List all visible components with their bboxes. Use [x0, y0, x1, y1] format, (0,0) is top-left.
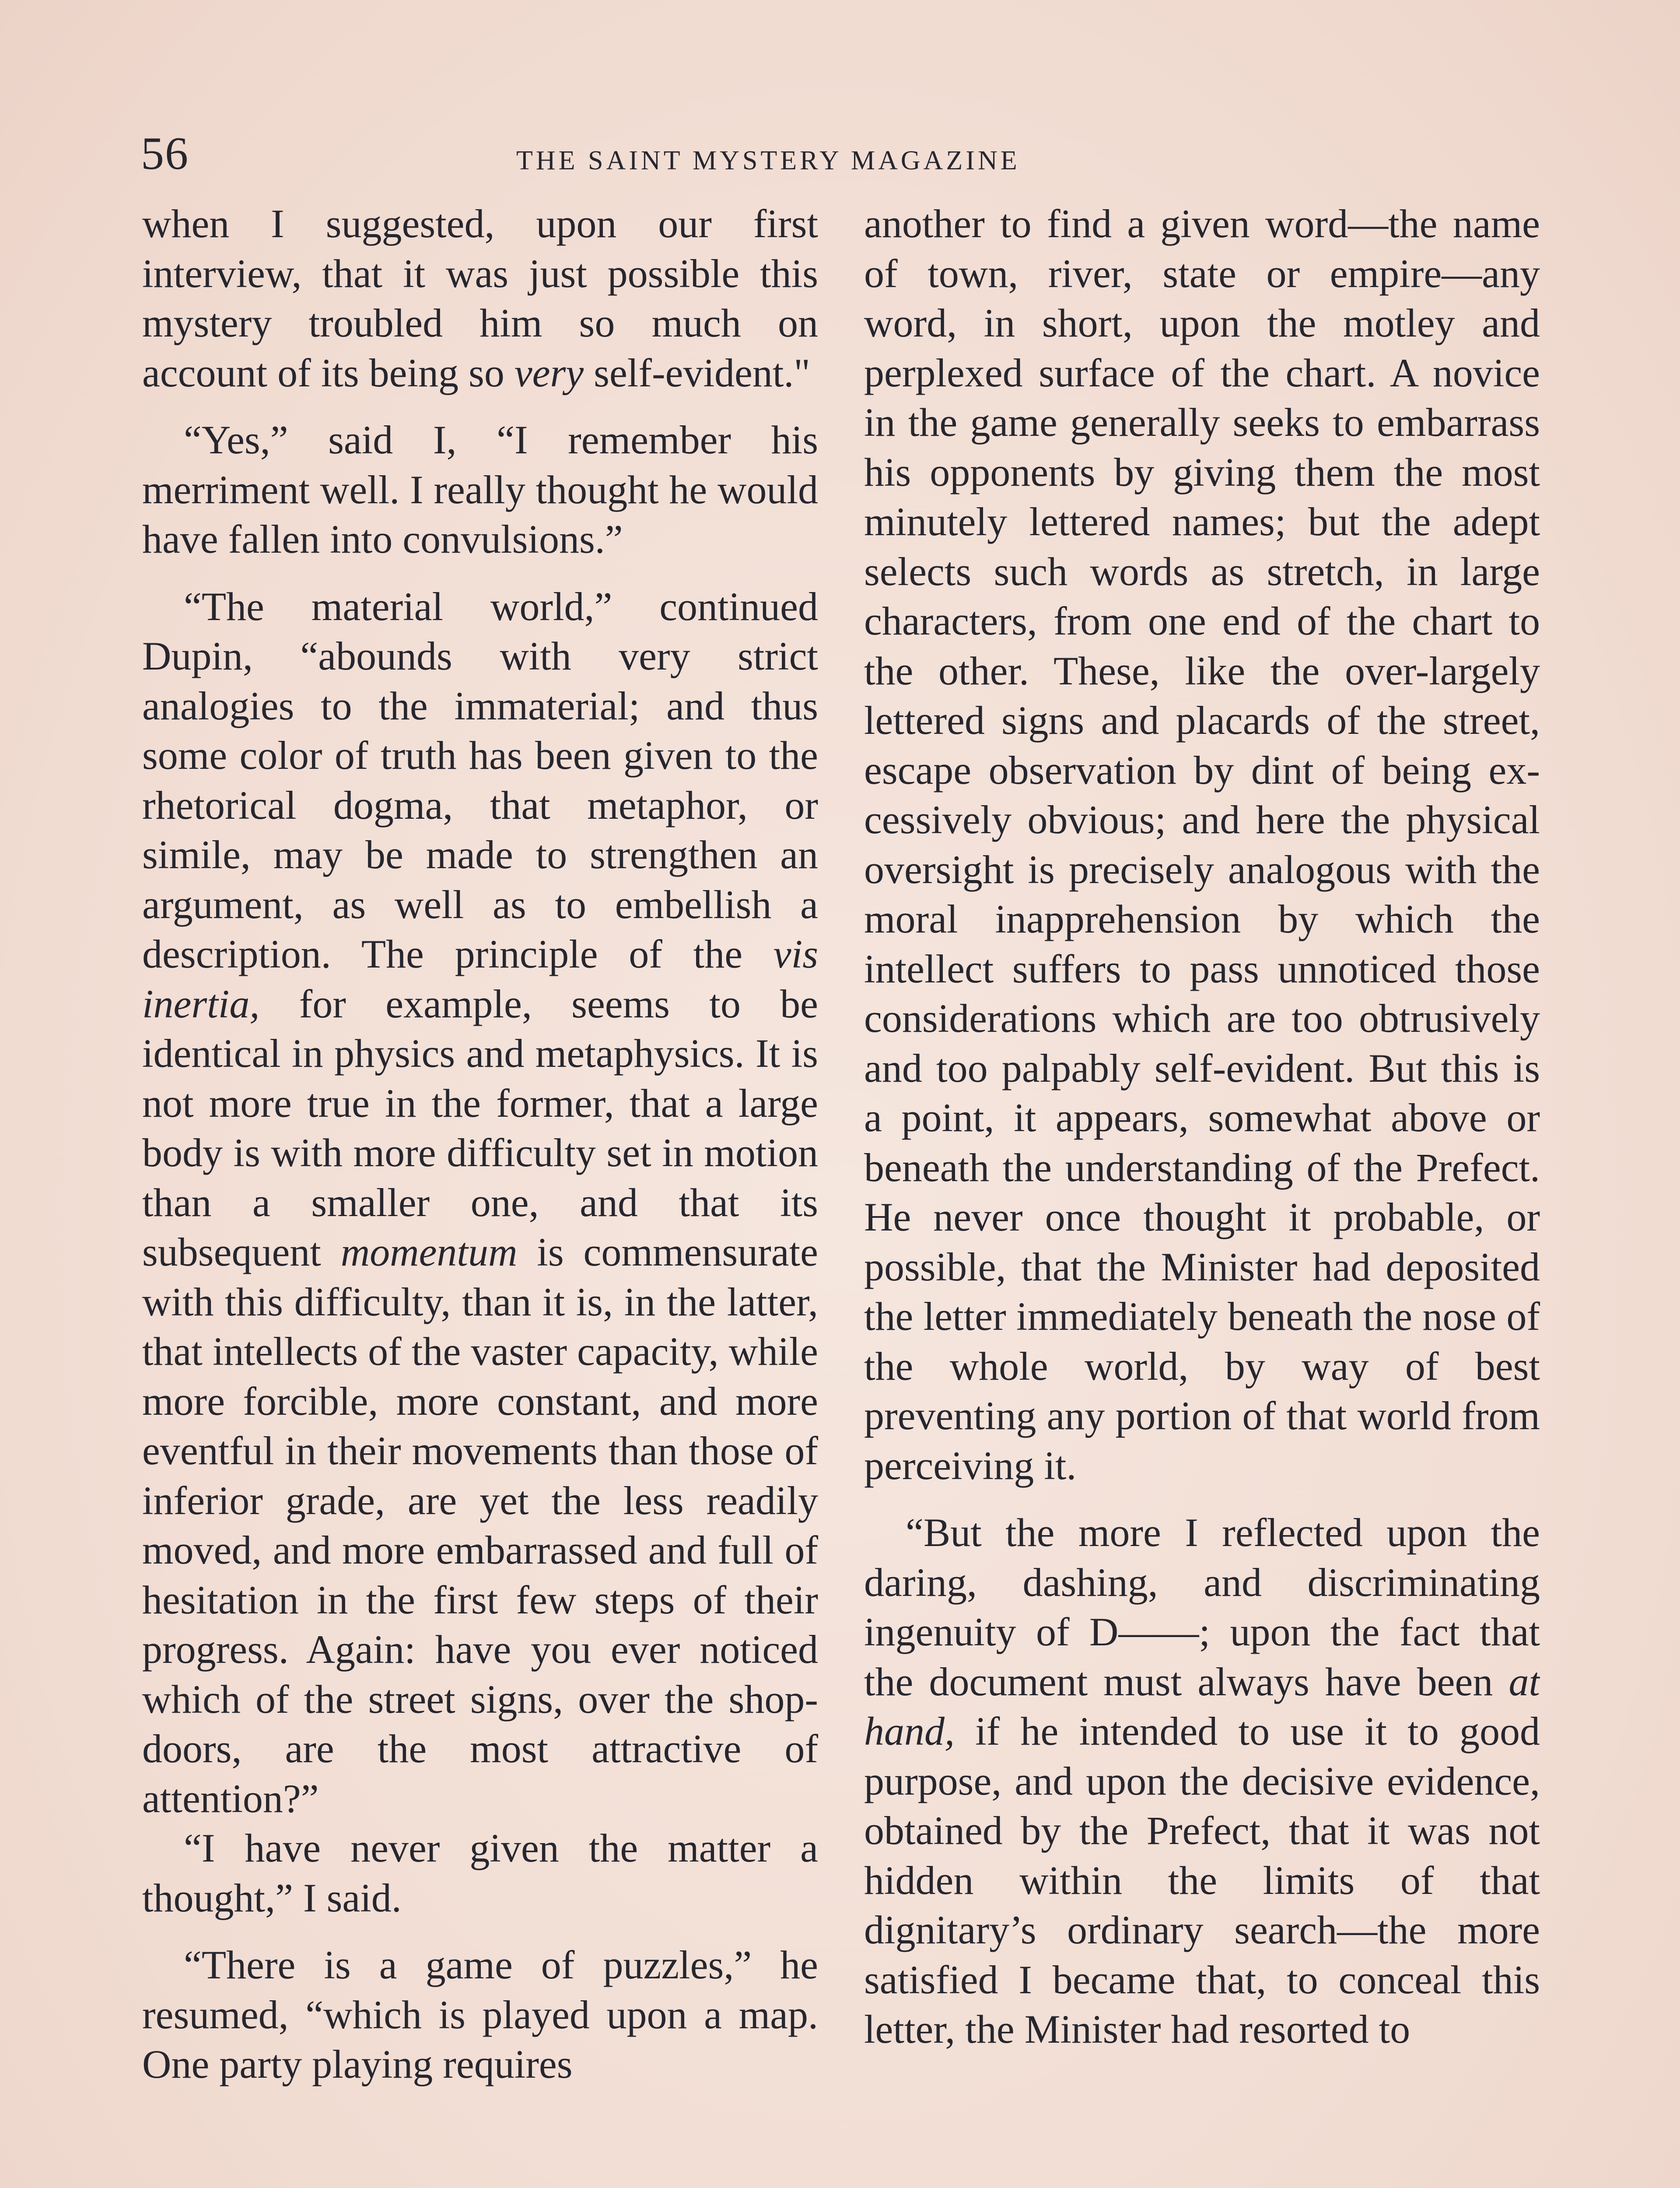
text-run: for example, seems to be identical in physics and metaphysics. It is not more true in the former, that a large body is with more difficulty set in motion than a smaller one, and that its subsequent [142, 981, 818, 1274]
text-run: if he intended to use it to good purpose, and upon the decisive evidence, obtained by the Prefect, that it was not hidden within the limits of that dignitary’s ordinary search—the more satisfied I became that, to conceal this letter, the Minister had resorted to [864, 1709, 1540, 2051]
italic-text: very [514, 350, 584, 395]
italic-text: momentum [340, 1230, 518, 1274]
italic-text: at hand, [864, 1659, 1540, 1753]
text-run: “But the more I reflected upon the daring, dashing, and discriminating ingenuity of D——; upon the fact that the document must always have been [864, 1510, 1540, 1704]
paragraph [864, 1508, 1540, 2055]
paragraph [142, 199, 818, 398]
text-run: is commensurate with this difficulty, than it is, in the latter, that intellects of the vaster capacity, while more forcible, more constant, and more eventful in their movements than those of inferior grade, are yet the less readily moved, and more embarrassed and full of hesitation in the first few steps of their progress. Again: have you ever noticed which of the street signs, over the shop-doors, are the most attractive of attention?” [142, 1230, 818, 1821]
italic-text: vis inertia, [142, 932, 818, 1026]
text-run: when I suggested, upon our first interview, that it was just possible this mystery troubled him so much on account of its being so [142, 201, 818, 395]
page-number: 56 [141, 128, 189, 179]
paragraph: “Yes,” said I, “I remember his merriment well. I really thought he would have fallen into convulsions.” [142, 417, 818, 561]
text-run: self-evident." [584, 350, 810, 395]
paragraph: “I have never given the matter a thought,” I said. [142, 1826, 818, 1920]
paragraph: “There is a game of puzzles,” he resumed, “which is played upon a map. One party playing requires [142, 1943, 818, 2086]
paragraph: another to find a given word—the name of town, river, state or empire—any word, in short, upon the motley and perplexed surface of the chart. A novice in the game generally seeks to embarrass his opponents by giving them the most minutely lettered names; but the adept selects such words as stretch, in large characters, from one end of the chart to the other. These, like the over-largely lettered signs and placards of the street, escape observation by dint of being excessively obvious; and here the physical oversight is precisely analogous with the moral inapprehension by which the intellect suffers to pass unnoticed those considerations which are too obtrusively and too palpably self-evident. But this is a point, it appears, somewhat above or beneath the understanding of the Prefect. He never once thought it probable, or possible, that the Minister had deposited the letter immediately beneath the nose of the whole world, by way of best preventing any portion of that world from perceiving it. [864, 201, 1540, 1488]
left-column [142, 199, 818, 2188]
text-run: “The material world,” continued Dupin, “abounds with very strict analogies to the immaterial; and thus some color of truth has been given to the rhetorical dogma, that metaphor, or simile, may be made to strengthen an argument, as well as to embellish a description. The principle of the [142, 584, 818, 976]
right-column [864, 199, 1540, 2188]
running-head: THE SAINT MYSTERY MAGAZINE [516, 146, 1020, 175]
paragraph [142, 582, 818, 1824]
